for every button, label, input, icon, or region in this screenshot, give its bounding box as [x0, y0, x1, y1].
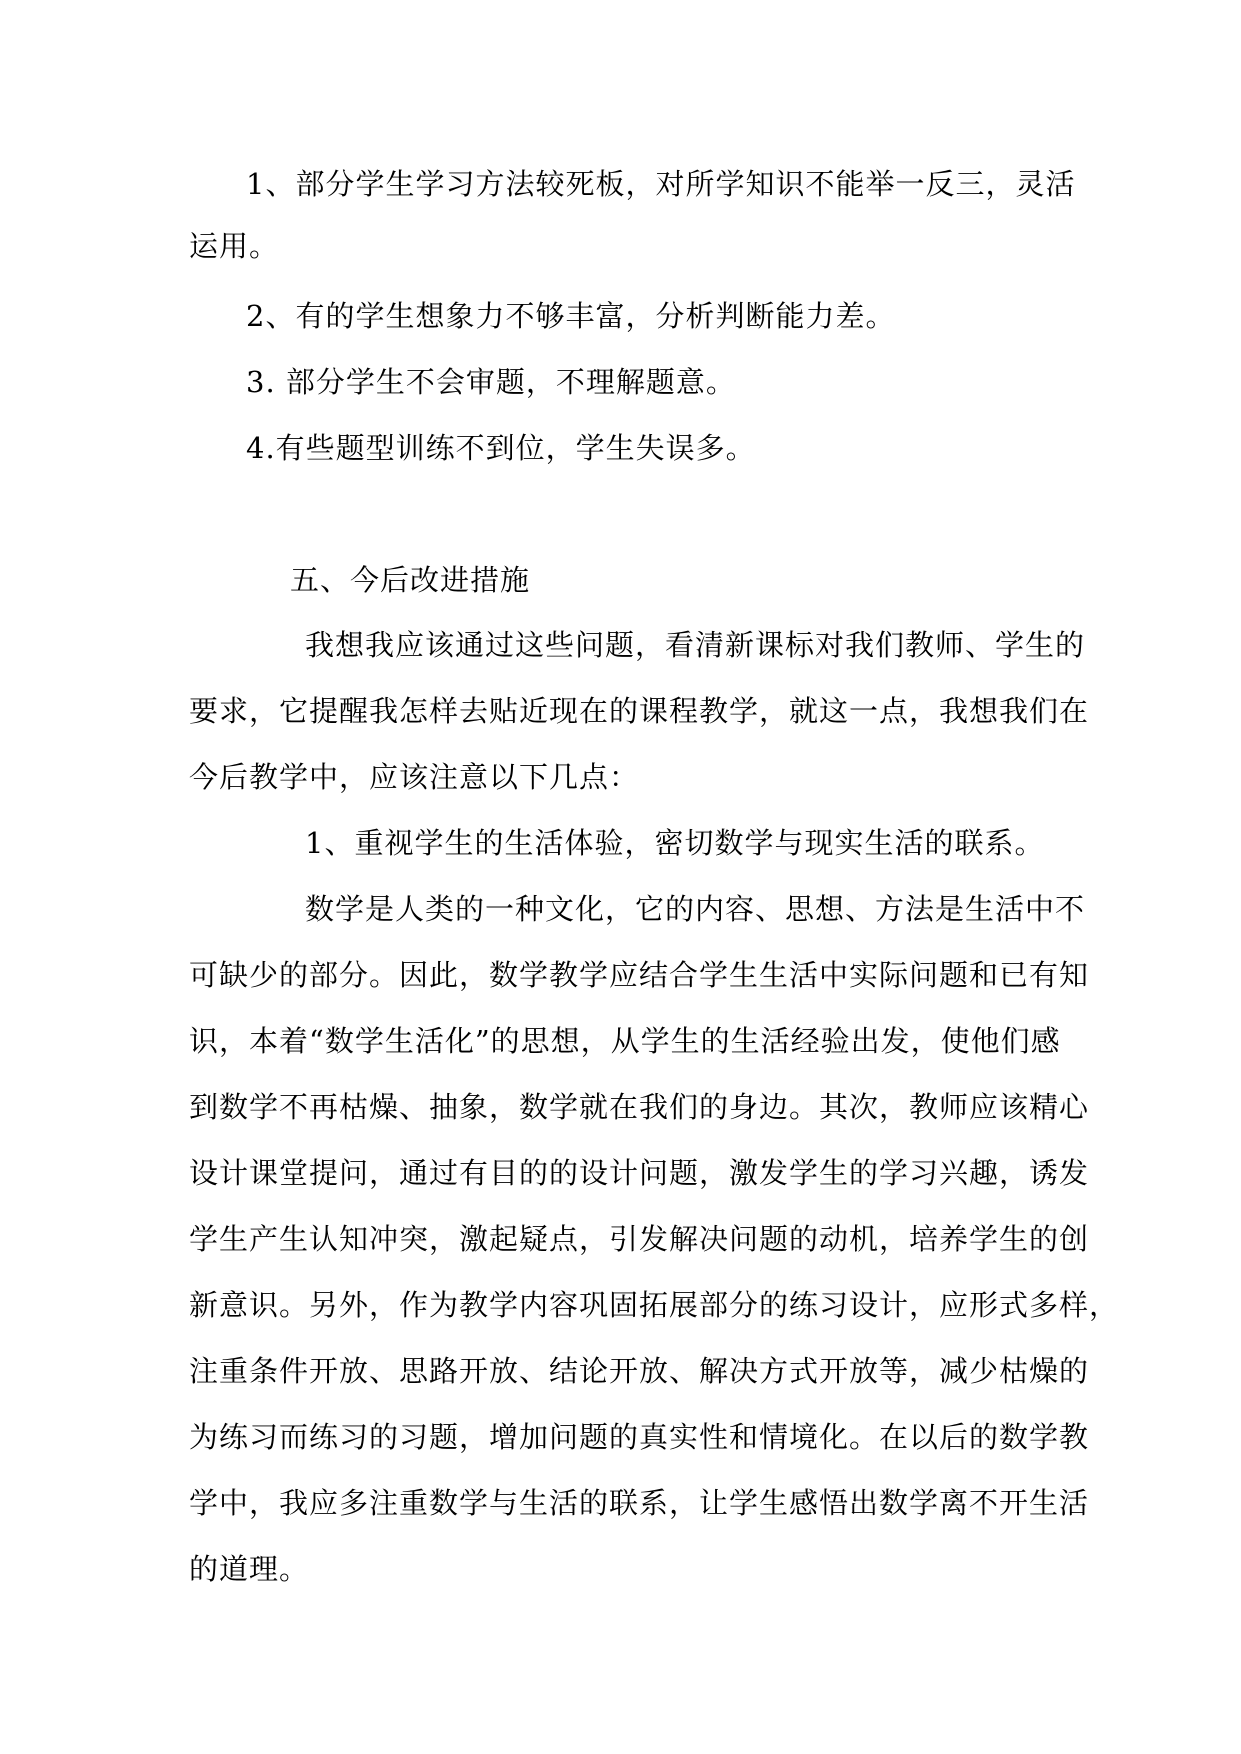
problem-item-4: 4.有些题型训练不到位，学生失误多。 [246, 431, 756, 465]
body-line-11: 的道理。 [189, 1552, 310, 1586]
body-line-3: 识，本着“数学生活化”的思想，从学生的生活经验出发，使他们感 [189, 1024, 1061, 1058]
point-1-title: 1、重视学生的生活体验，密切数学与现实生活的联系。 [305, 826, 1045, 860]
body-line-7: 新意识。另外，作为教学内容巩固拓展部分的练习设计，应形式多样， [189, 1288, 1120, 1322]
problem-item-2: 2、有的学生想象力不够丰富，分析判断能力差。 [246, 299, 896, 333]
body-line-1: 数学是人类的一种文化，它的内容、思想、方法是生活中不 [305, 892, 1086, 926]
intro-line-2: 要求，它提醒我怎样去贴近现在的课程教学，就这一点，我想我们在 [189, 694, 1090, 728]
body-line-5: 设计课堂提问，通过有目的的设计问题，激发学生的学习兴趣，诱发 [189, 1156, 1090, 1190]
body-line-4: 到数学不再枯燥、抽象，数学就在我们的身边。其次，教师应该精心 [189, 1090, 1090, 1124]
body-line-10: 学中，我应多注重数学与生活的联系，让学生感悟出数学离不开生活 [189, 1486, 1090, 1520]
intro-line-3: 今后教学中，应该注意以下几点： [189, 760, 640, 794]
problem-item-1-line-2: 运用。 [189, 229, 280, 263]
problem-item-3: 3. 部分学生不会审题，不理解题意。 [246, 365, 736, 399]
body-line-2: 可缺少的部分。因此，数学教学应结合学生生活中实际问题和已有知 [189, 958, 1090, 992]
problem-item-1-line-1: 1、部分学生学习方法较死板，对所学知识不能举一反三，灵活 [246, 167, 1076, 201]
body-line-9: 为练习而练习的习题，增加问题的真实性和情境化。在以后的数学教 [189, 1420, 1090, 1454]
intro-line-1: 我想我应该通过这些问题，看清新课标对我们教师、学生的 [305, 628, 1086, 662]
body-line-6: 学生产生认知冲突，激起疑点，引发解决问题的动机，培养学生的创 [189, 1222, 1090, 1256]
body-line-8: 注重条件开放、思路开放、结论开放、解决方式开放等，减少枯燥的 [189, 1354, 1090, 1388]
section-heading: 五、今后改进措施 [290, 563, 531, 597]
